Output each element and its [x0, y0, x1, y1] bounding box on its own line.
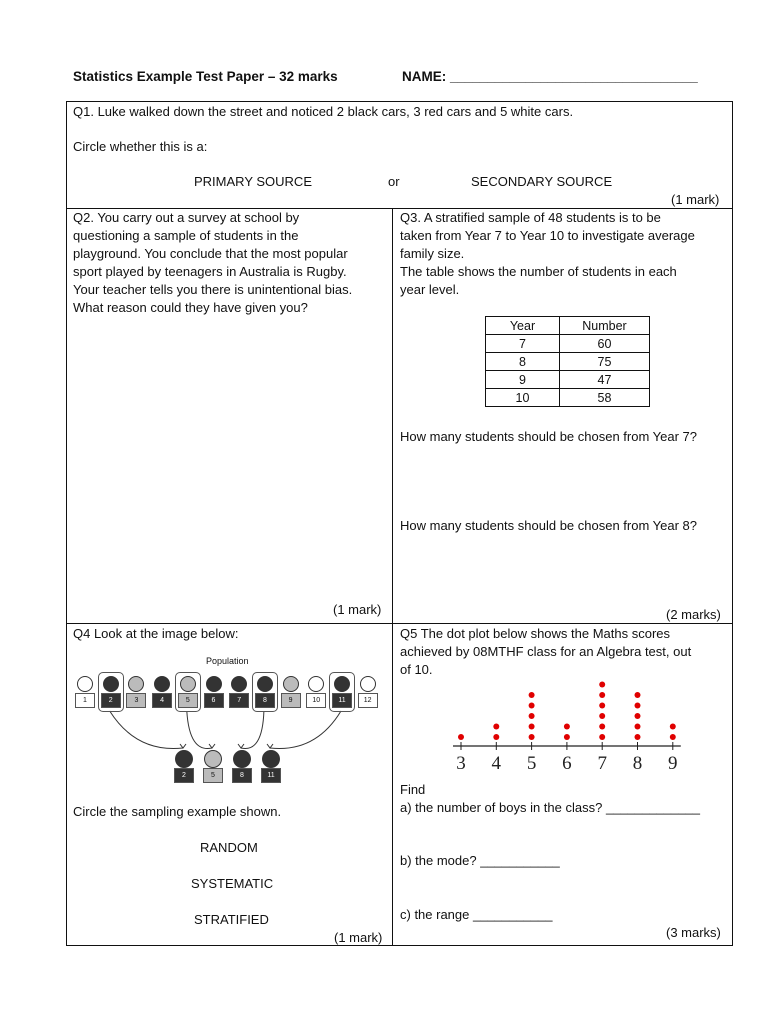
population-label: Population: [206, 656, 249, 666]
table-row: [486, 335, 650, 353]
table-row: [486, 353, 650, 371]
q4-text: Q4 Look at the image below:: [73, 626, 239, 641]
table-cell: 7: [486, 335, 560, 353]
selected-frame: [175, 672, 201, 712]
q3-line-5: year level.: [400, 282, 460, 297]
population-number: 11: [332, 693, 352, 708]
sample-person-icon: [204, 750, 222, 768]
data-dot: [635, 703, 641, 709]
data-dot: [493, 724, 499, 730]
sample-person-icon: [175, 750, 193, 768]
population-number: 9: [281, 693, 301, 708]
table-row: [486, 371, 650, 389]
data-dot: [635, 713, 641, 719]
q4-option-stratified[interactable]: STRATIFIED: [194, 912, 269, 927]
q5-part-c[interactable]: c) the range ___________: [400, 907, 553, 922]
population-number: 7: [229, 693, 249, 708]
table-cell: 9: [486, 371, 560, 389]
q1-text: Q1. Luke walked down the street and noticed 2 black cars, 3 red cars and 5 white cars.: [73, 104, 574, 119]
selected-frame: [252, 672, 278, 712]
data-dot: [564, 724, 570, 730]
table-header-number: Number: [560, 317, 650, 335]
q5-line-1: Q5 The dot plot below shows the Maths scores: [400, 626, 671, 641]
selected-frame: [98, 672, 124, 712]
population-number: 8: [255, 693, 275, 708]
year-table: [485, 316, 650, 407]
population-number: 3: [126, 693, 146, 708]
x-tick-label: 6: [562, 753, 572, 774]
q3-question-year8: How many students should be chosen from Year 8?: [400, 518, 698, 533]
q4-option-random[interactable]: RANDOM: [200, 840, 258, 855]
population-person-icon: [308, 676, 324, 692]
q5-part-a[interactable]: a) the number of boys in the class? _____________: [400, 800, 700, 815]
q5-line-3: of 10.: [400, 662, 433, 677]
border-top: [66, 101, 733, 102]
sample-person-icon: [233, 750, 251, 768]
data-dot: [635, 734, 641, 740]
name-field[interactable]: NAME: _________________________________: [402, 69, 698, 84]
q3-line-3: family size.: [400, 246, 465, 261]
sample-number: 8: [232, 768, 252, 783]
data-dot: [599, 724, 605, 730]
x-tick-label: 3: [456, 753, 466, 774]
population-person-icon: [360, 676, 376, 692]
population-number: 12: [358, 693, 378, 708]
table-header-row: [486, 317, 650, 335]
population-person-icon: [206, 676, 222, 692]
data-dot: [599, 692, 605, 698]
x-tick-label: 5: [526, 753, 537, 774]
selected-frame: [329, 672, 355, 712]
q3-question-year7: How many students should be chosen from Year 7?: [400, 429, 698, 444]
table-cell: 10: [486, 389, 560, 407]
table-cell: 60: [560, 335, 650, 353]
q1-or: or: [388, 174, 400, 189]
q2-line-6: What reason could they have given you?: [73, 300, 308, 315]
data-dot: [529, 724, 535, 730]
data-dot: [599, 682, 605, 688]
q1-option-secondary[interactable]: SECONDARY SOURCE: [471, 174, 613, 189]
q1-instruction: Circle whether this is a:: [73, 139, 208, 154]
x-tick-label: 8: [632, 753, 643, 774]
data-dot: [635, 692, 641, 698]
data-dot: [493, 734, 499, 740]
q4-instruction: Circle the sampling example shown.: [73, 804, 282, 819]
q5-find: Find: [400, 782, 426, 797]
q2-line-3: playground. You conclude that the most popular: [73, 246, 348, 261]
sample-number: 5: [203, 768, 223, 783]
q2-line-2: questioning a sample of students in the: [73, 228, 299, 243]
divider-column: [392, 208, 393, 946]
q3-line-4: The table shows the number of students in each: [400, 264, 677, 279]
sample-person-icon: [262, 750, 280, 768]
data-dot: [599, 713, 605, 719]
population-person-icon: [283, 676, 299, 692]
sample-number: 11: [261, 768, 281, 783]
data-dot: [564, 734, 570, 740]
divider-row-2: [66, 623, 733, 624]
sample-number: 2: [174, 768, 194, 783]
population-person-icon: [231, 676, 247, 692]
q3-line-1: Q3. A stratified sample of 48 students is to be: [400, 210, 661, 225]
table-row: [486, 389, 650, 407]
table-cell: 8: [486, 353, 560, 371]
data-dot: [635, 724, 641, 730]
population-number: 5: [178, 693, 198, 708]
paper-title: Statistics Example Test Paper – 32 marks: [73, 69, 338, 84]
table-cell: 58: [560, 389, 650, 407]
population-number: 10: [306, 693, 326, 708]
data-dot: [670, 724, 676, 730]
population-number: 1: [75, 693, 95, 708]
x-tick-label: 9: [668, 753, 678, 774]
population-number: 2: [101, 693, 121, 708]
population-figures: [70, 656, 385, 786]
q1-marks: (1 mark): [671, 192, 720, 207]
q4-marks: (1 mark): [334, 930, 383, 945]
population-number: 4: [152, 693, 172, 708]
q3-marks: (2 marks): [666, 607, 721, 622]
sampling-diagram: [70, 656, 385, 786]
data-dot: [529, 703, 535, 709]
population-person-icon: [154, 676, 170, 692]
q2-marks: (1 mark): [333, 602, 382, 617]
data-dot: [599, 734, 605, 740]
q1-option-primary[interactable]: PRIMARY SOURCE: [194, 174, 312, 189]
q2-line-1: Q2. You carry out a survey at school by: [73, 210, 300, 225]
q5-part-b[interactable]: b) the mode? ___________: [400, 853, 560, 868]
data-dot: [529, 713, 535, 719]
x-tick-label: 7: [597, 753, 607, 774]
data-dot: [529, 734, 535, 740]
table-cell: 47: [560, 371, 650, 389]
border-right: [732, 101, 733, 946]
q5-line-2: achieved by 08MTHF class for an Algebra test, out: [400, 644, 692, 659]
q2-line-4: sport played by teenagers in Australia is Rugby.: [73, 264, 347, 279]
x-tick-label: 4: [491, 753, 502, 774]
dot-plot: [440, 678, 700, 778]
q5-marks: (3 marks): [666, 925, 721, 940]
q2-line-5: Your teacher tells you there is unintentional bias.: [73, 282, 353, 297]
table-header-year: Year: [486, 317, 560, 335]
border-left: [66, 101, 67, 946]
data-dot: [670, 734, 676, 740]
border-bottom: [66, 945, 733, 946]
q4-option-systematic[interactable]: SYSTEMATIC: [191, 876, 274, 891]
table-cell: 75: [560, 353, 650, 371]
q3-line-2: taken from Year 7 to Year 10 to investigate average: [400, 228, 695, 243]
population-person-icon: [128, 676, 144, 692]
population-person-icon: [77, 676, 93, 692]
data-dot: [458, 734, 464, 740]
population-number: 6: [204, 693, 224, 708]
data-dot: [529, 692, 535, 698]
data-dot: [599, 703, 605, 709]
